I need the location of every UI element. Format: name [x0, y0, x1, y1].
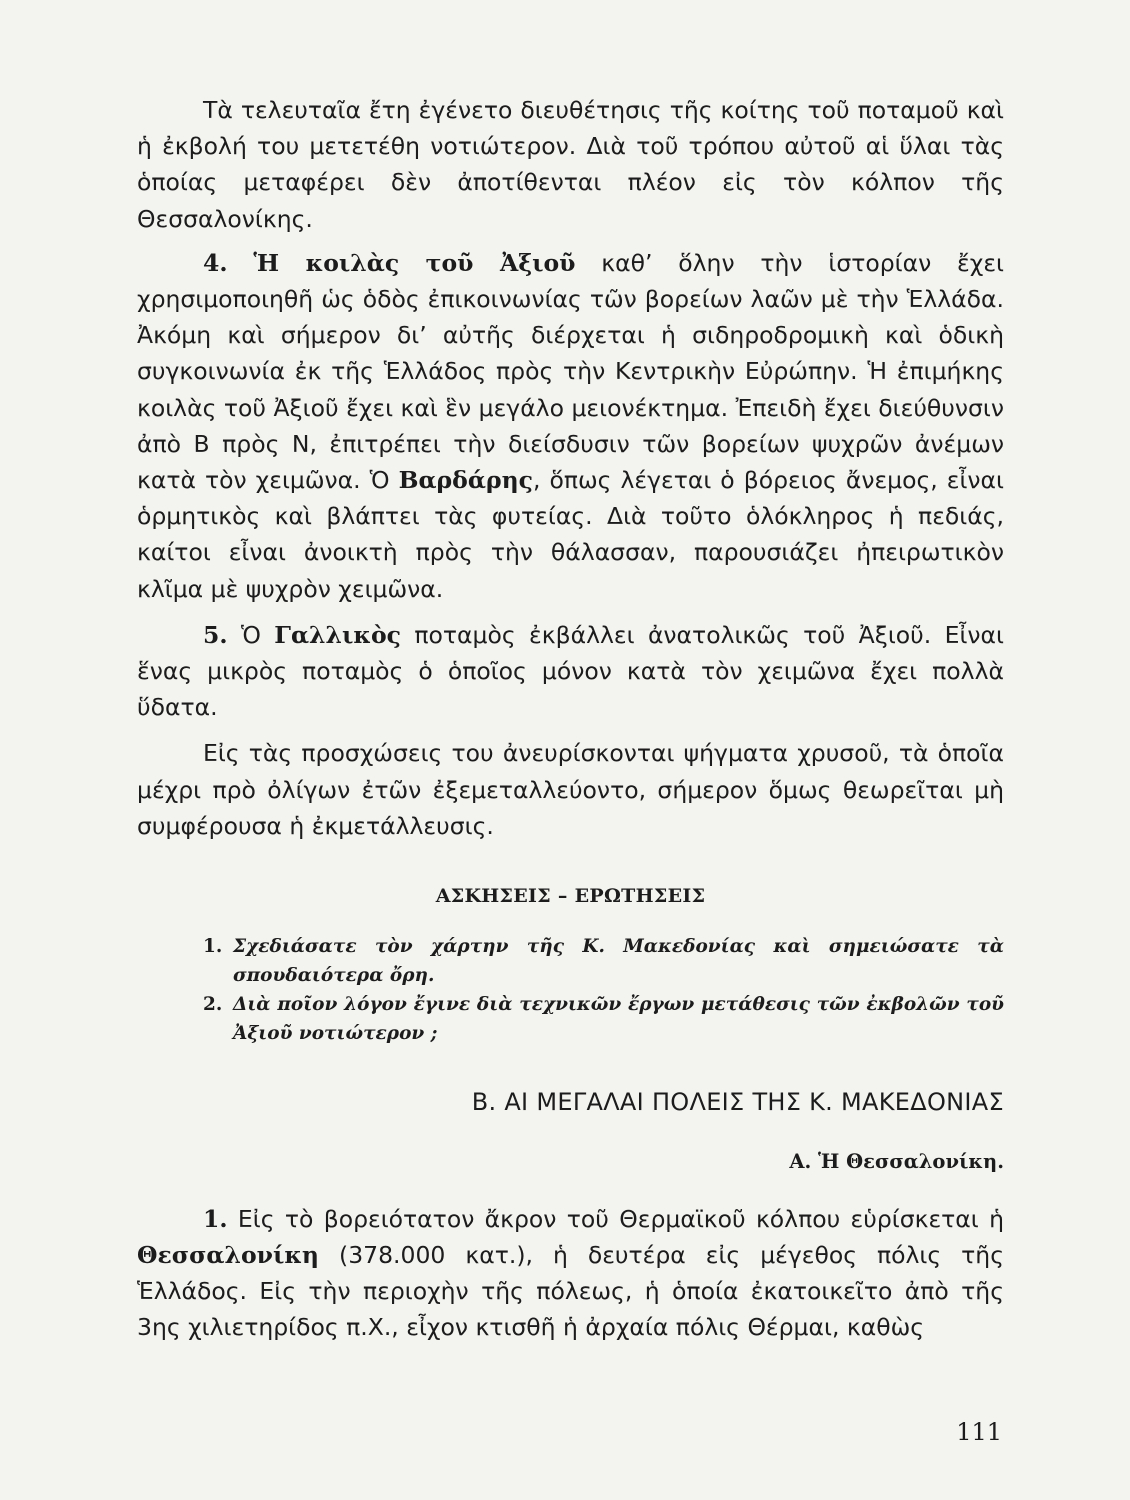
exercise-number: 2. [203, 994, 223, 1016]
paragraph-text: , ὅπως λέγεται ὁ βόρειος ἄνεμος, εἶναι ὁρμητικὸς καὶ βλάπτει τὰς φυτείας. Διὰ τοῦτο ὁλόκληρος ἡ πεδιάς, καίτοι εἶναι ἀνοικτὴ πρὸς τὴν θάλασσαν, παρουσιάζει ἠπειρωτικὸν κλῖμα μὲ ψυχρὸν χειμῶνα. [137, 466, 1005, 603]
exercise-item [137, 990, 1004, 1048]
paragraph-number: 4. [203, 248, 228, 277]
exercises-heading: ΑΣΚΗΣΕΙΣ – ΕΡΩΤΗΣΕΙΣ [435, 885, 706, 908]
keyword-gallikos: Γαλλικὸς [274, 620, 401, 649]
keyword-axios-valley: Ἡ κοιλὰς τοῦ Ἀξιοῦ [253, 248, 576, 277]
section-heading: Β. ΑΙ ΜΕΓΑΛΑΙ ΠΟΛΕΙΣ ΤΗΣ Κ. ΜΑΚΕΔΟΝΙΑΣ [471, 1088, 1004, 1117]
paragraph-river-diversion: Τὰ τελευταῖα ἔτη ἐγένετο διευθέτησις τῆς κοίτης τοῦ ποταμοῦ καὶ ἡ ἐκβολή του μετετέθη νοτιώτερον. Διὰ τοῦ τρόπου αὐτοῦ αἱ ὕλαι τὰς ὁποίας μεταφέρει δὲν ἀποτίθενται πλέον εἰς τὸν κόλπον τῆς Θεσσαλονίκης. [137, 96, 1004, 233]
exercise-item [137, 932, 1004, 990]
subsection-heading: Α. Ἡ Θεσσαλονίκη. [789, 1150, 1004, 1174]
paragraph-gold-deposits: Εἰς τὰς προσχώσεις του ἀνευρίσκονται ψήγματα χρυσοῦ, τὰ ὁποῖα μέχρι πρὸ ὀλίγων ἐτῶν ἐξεμεταλλεύοντο, σήμερον ὅμως θεωρεῖται μὴ συμφέρουσα ἡ ἐκμετάλλευσις. [137, 739, 1004, 840]
paragraph-number: 1. [203, 1204, 228, 1233]
paragraph-text: ποταμὸς ἐκβάλλει ἀνατολικῶς τοῦ Ἀξιοῦ. Εἶναι ἕνας μικρὸς ποταμὸς ὁ ὁποῖος μόνον κατὰ τὸν χειμῶνα ἔχει πολλὰ ὕδατα. [137, 620, 1004, 722]
paragraph-text: (378.000 κατ.), ἡ δευτέρα εἰς μέγεθος πόλις τῆς Ἑλλάδος. Εἰς τὴν περιοχὴν τῆς πόλεως, ἡ ὁποία ἐκατοικεῖτο ἀπὸ τῆς 3ης χιλιετηρίδος π.Χ., εἶχον κτισθῆ ἡ ἀρχαία πόλις Θέρμαι, καθὼς [137, 1240, 1004, 1342]
page-body [137, 92, 1004, 1345]
keyword-vardaris: Βαρδάρης [398, 466, 533, 495]
keyword-thessaloniki: Θεσσαλονίκη [137, 1240, 320, 1269]
paragraph-thessaloniki [137, 1201, 1004, 1346]
exercise-text: Σχεδιάσατε τὸν χάρτην τῆς Κ. Μακεδονίας καὶ σημειώσατε τὰ σπουδαιότερα ὄρη. [233, 936, 1004, 987]
paragraph-text: καθ’ ὅλην τὴν ἱστορίαν ἔχει χρησιμοποιηθῆ ὡς ὁδὸς ἐπικοινωνίας τῶν βορείων λαῶν μὲ τὴν Ἑλλάδα. Ἀκόμη καὶ σήμερον δι’ αὐτῆς διέρχεται ἡ σιδηροδρομικὴ καὶ ὁδικὴ συγκοινωνία ἐκ τῆς Ἑλλάδος πρὸς τὴν Κεντρικὴν Εὐρώπην. Ἡ ἐπιμήκης κοιλὰς τοῦ Ἀξιοῦ ἔχει καὶ ἓν μεγάλο μειονέκτημα. Ἐπειδὴ ἔχει διεύθυνσιν ἀπὸ Β πρὸς Ν, ἐπιτρέπει τὴν διείσδυσιν τῶν βορείων ψυχρῶν ἀνέμων κατὰ τὸν χειμῶνα. Ὁ [137, 248, 1004, 495]
paragraph-axios-valley [137, 245, 1004, 607]
exercise-number: 1. [203, 936, 223, 958]
page-number: 111 [956, 1418, 1002, 1446]
exercise-text: Διὰ ποῖον λόγον ἔγινε διὰ τεχνικῶν ἔργων μετάθεσις τῶν ἐκβολῶν τοῦ Ἀξιοῦ νοτιώτερον ; [233, 994, 1004, 1045]
paragraph-gallikos-river [137, 617, 1004, 726]
paragraph-number: 5. [203, 620, 228, 649]
paragraph-text: Εἰς τὸ βορειότατον ἄκρον τοῦ Θερμαϊκοῦ κόλπου εὑρίσκεται ἡ [227, 1204, 1004, 1233]
paragraph-text: Ὁ [227, 620, 275, 649]
